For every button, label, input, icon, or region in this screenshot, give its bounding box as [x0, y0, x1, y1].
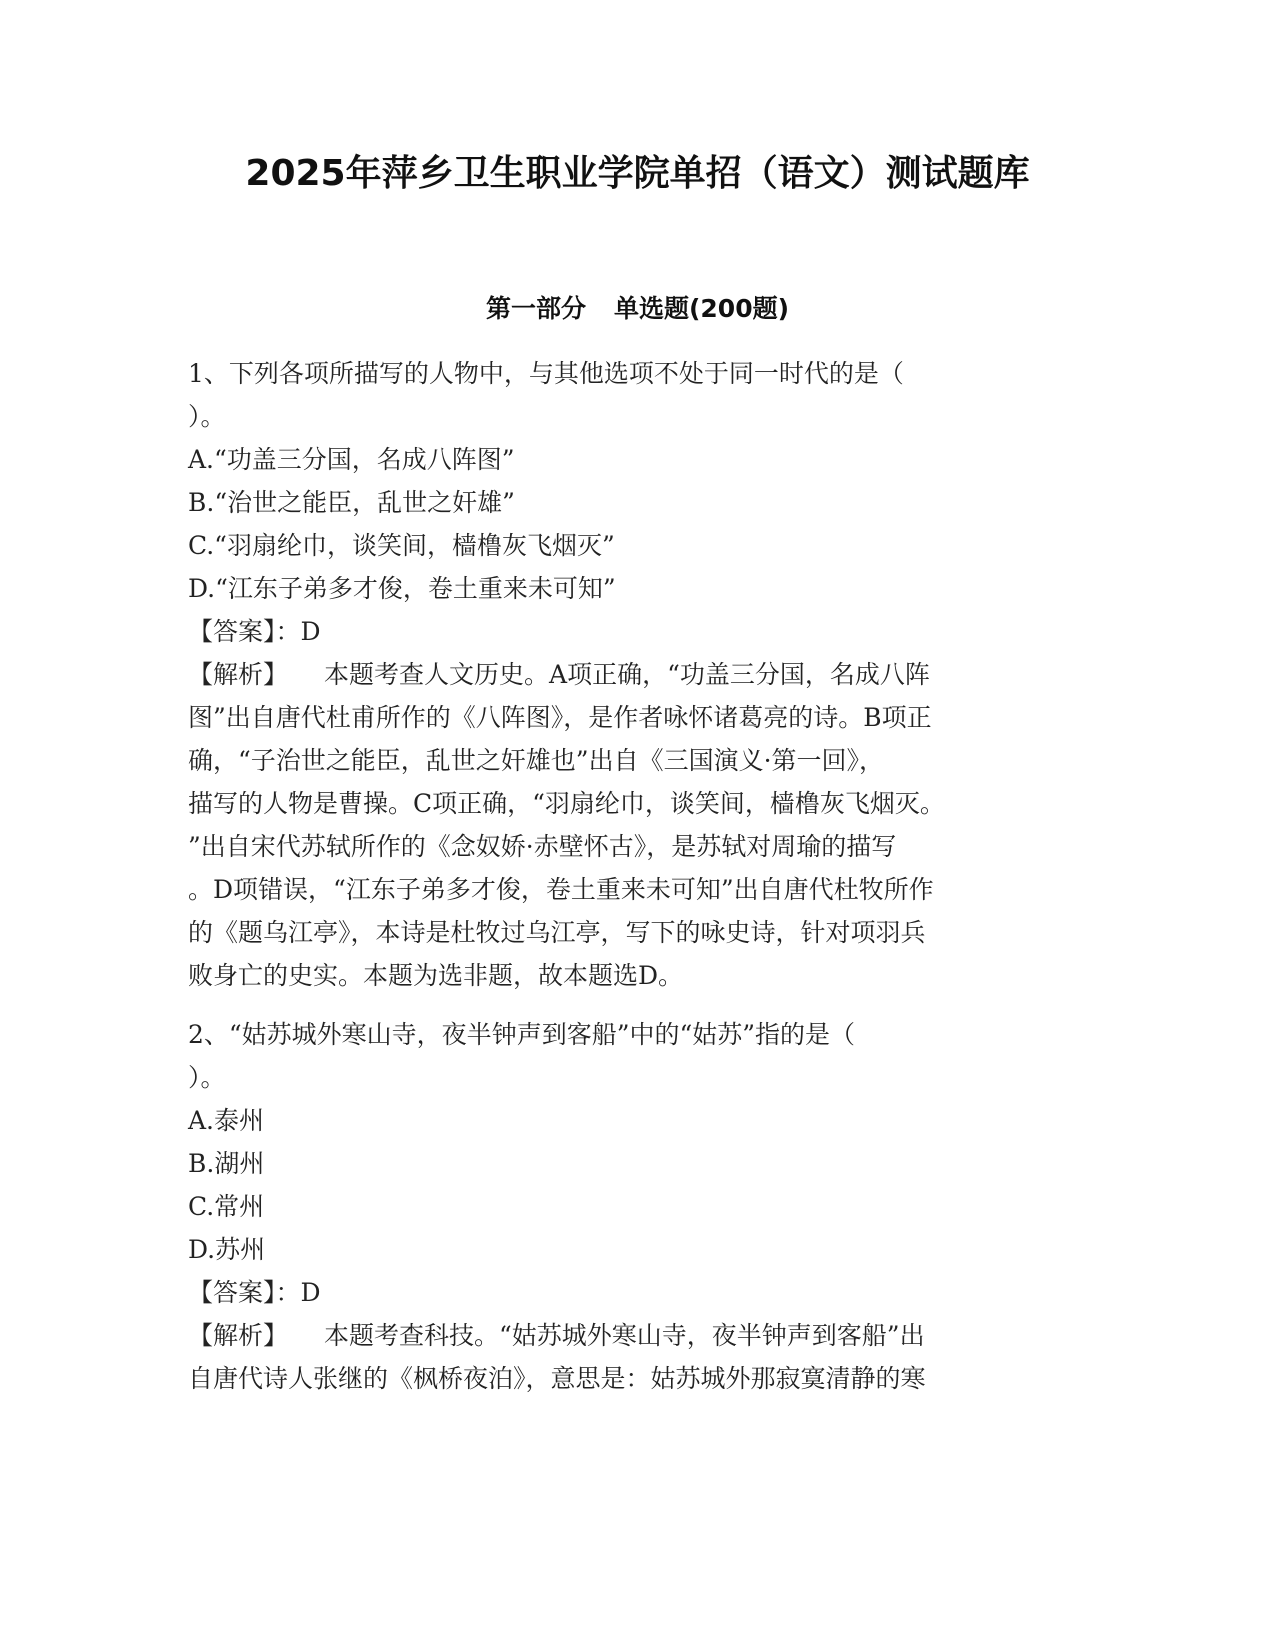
analysis-line: 败身亡的史实。本题为选非题，故本题选D。	[188, 961, 684, 990]
answer-line	[188, 610, 1088, 653]
question-stem-line: ）。	[188, 1063, 226, 1092]
question-list	[188, 352, 1088, 1400]
analysis-text: 本题考查科技。“姑苏城外寒山寺，夜半钟声到客船”出	[324, 1321, 925, 1350]
option-a: A.“功盖三分国，名成八阵图”	[188, 445, 515, 474]
option-c: C.“羽扇纶巾，谈笑间，樯橹灰飞烟灭”	[188, 531, 615, 560]
analysis-line: 的《题乌江亭》，本诗是杜牧过乌江亭，写下的咏史诗，针对项羽兵	[188, 918, 926, 947]
option-d: D.“江东子弟多才俊，卷土重来未可知”	[188, 574, 616, 603]
option-a: A.泰州	[188, 1106, 265, 1135]
analysis-line: 描写的人物是曹操。C项正确，“羽扇纶巾，谈笑间，樯橹灰飞烟灭。	[188, 789, 945, 818]
analysis-line: 确，“子治世之能臣，乱世之奸雄也”出自《三国演义·第一回》，	[188, 746, 885, 775]
question-1	[188, 352, 1088, 997]
answer-label: 【答案】：	[188, 617, 301, 646]
analysis-text: 本题考查人文历史。A项正确，“功盖三分国，名成八阵	[324, 660, 930, 689]
analysis-line	[188, 1314, 1088, 1357]
question-stem-line: 2、“姑苏城外寒山寺，夜半钟声到客船”中的“姑苏”指的是（	[188, 1020, 856, 1049]
analysis-line	[188, 653, 1088, 696]
answer-line	[188, 1271, 1088, 1314]
analysis-label: 【解析】	[188, 1321, 289, 1350]
section-part-label: 第一部分	[485, 294, 586, 323]
option-b: B.“治世之能臣，乱世之奸雄”	[188, 488, 515, 517]
analysis-line: 图”出自唐代杜甫所作的《八阵图》，是作者咏怀诸葛亮的诗。B项正	[188, 703, 932, 732]
section-title	[0, 292, 1275, 326]
answer-label: 【答案】：	[188, 1278, 301, 1307]
section-name-label: 单选题(200题)	[613, 294, 790, 323]
answer-value: D	[300, 1278, 321, 1307]
question-2	[188, 1013, 1088, 1400]
analysis-line: 。D项错误，“江东子弟多才俊，卷土重来未可知”出自唐代杜牧所作	[188, 875, 934, 904]
option-c: C.常州	[188, 1192, 265, 1221]
question-stem-line: 1、下列各项所描写的人物中，与其他选项不处于同一时代的是（	[188, 359, 904, 388]
analysis-label: 【解析】	[188, 660, 289, 689]
document-title: 2025年萍乡卫生职业学院单招（语文）测试题库	[245, 153, 1030, 194]
option-b: B.湖州	[188, 1149, 265, 1178]
option-d: D.苏州	[188, 1235, 266, 1264]
analysis-line: ”出自宋代苏轼所作的《念奴娇·赤壁怀古》，是苏轼对周瑜的描写	[188, 832, 897, 861]
answer-value: D	[300, 617, 321, 646]
analysis-line: 自唐代诗人张继的《枫桥夜泊》，意思是：姑苏城外那寂寞清静的寒	[188, 1364, 926, 1393]
question-stem-line: ）。	[188, 402, 226, 431]
